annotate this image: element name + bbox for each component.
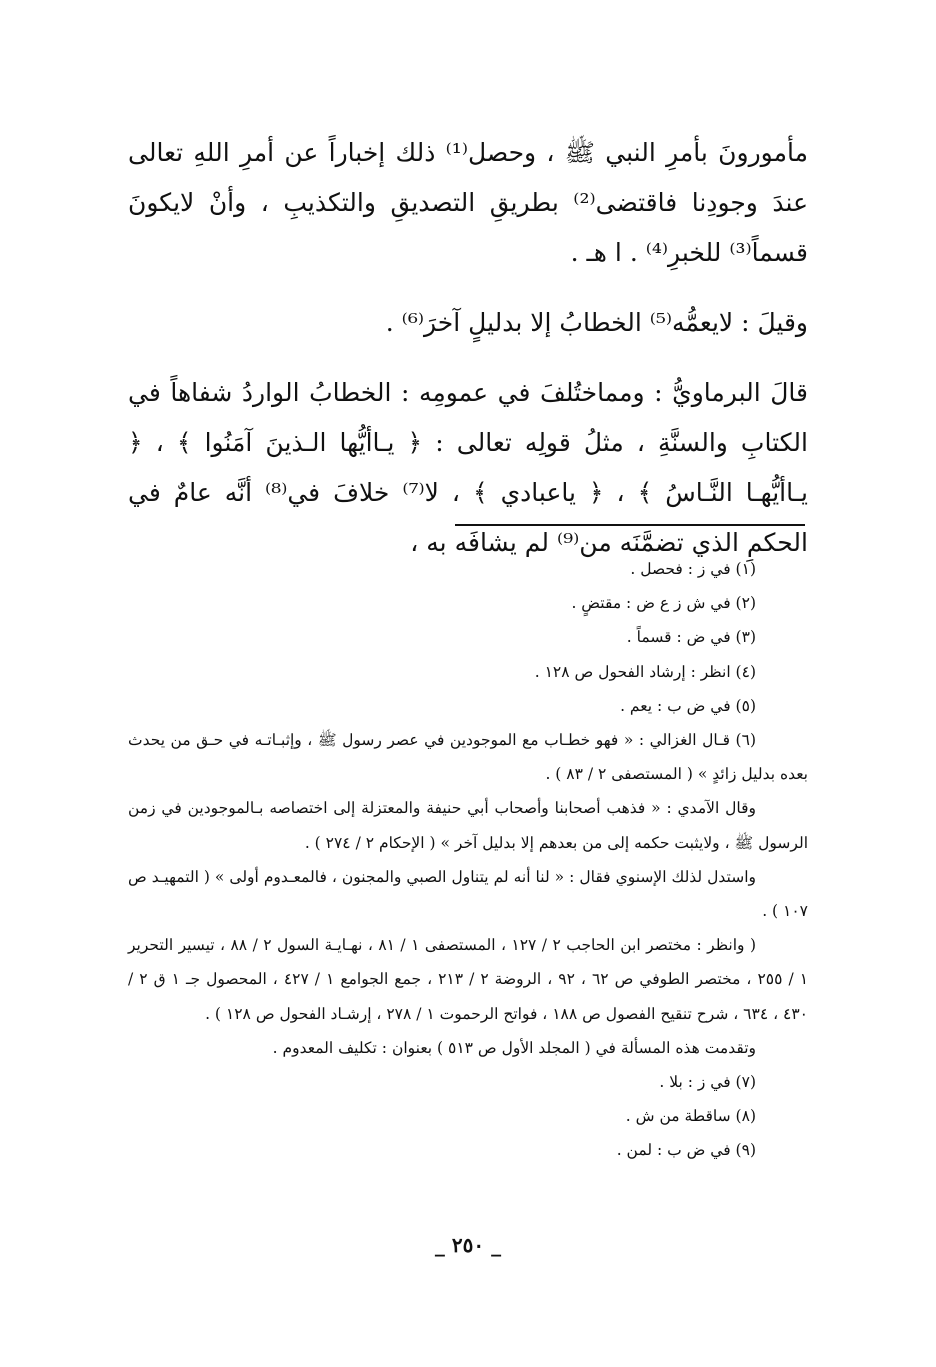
footnote-6-amidi: وقال الآمدي : « فذهب أصحابنا وأصحاب أبي حنيفة والمعتزلة إلى اختصاصه بـالموجودين في زمن الرسول ﷺ ، ولايثبت حكمه إلى من بعدهم إلا بدليل آخر » ( الإحكام ٢ / ٢٧٤ ) . xyxy=(128,799,808,852)
footnote-2: (٢) في ش ز ع ض : مقتضٍ . xyxy=(571,594,756,613)
footnote-4: (٤) انظر : إرشاد الفحول ص ١٢٨ . xyxy=(534,662,756,681)
footnote-6-cross-reference: وتقدمت هذه المسألة في ( المجلد الأول ص ٥١٣ ) بعنوان : تكليف المعدوم . xyxy=(272,1038,756,1057)
footnotes xyxy=(128,552,808,1168)
footnote-9: (٩) في ض ب : لمن . xyxy=(616,1141,756,1160)
main-paragraph-2: وقيلَ : لايعمُّه⁽⁵⁾ الخطابُ إلا بدليلٍ آخرَ⁽⁶⁾ . xyxy=(385,308,808,337)
main-text xyxy=(128,128,808,568)
footnote-5: (٥) في ض ب : يعم . xyxy=(620,696,756,715)
main-paragraph-3: قالَ البرماويُّ : ومماختُلفَ في عمومِه : الخطابُ الواردُ شفاهاً في الكتابِ والسنَّةِ ، مثلُ قولِه تعالى : ﴿ يـاأيُّها الـذينَ آمَنُوا ﴾ ، ﴿ يـاأيُّهـا النَّـاسُ ﴾ ، ﴿ ياعبادي ﴾ ، لا⁽⁷⁾ خلافَ في⁽⁸⁾ أنَّه عامٌ في الحكمِ الذي تضمَّنَه من⁽⁹⁾ لم يشافَه به ، xyxy=(128,378,809,557)
footnote-separator xyxy=(455,524,805,526)
footnote-1: (١) في ز : فحصل . xyxy=(630,560,756,578)
footnote-6: (٦) قـال الغزالي : « فهو خطـاب مع الموجودين في عصر رسول ﷺ ، وإثبـاتـه في حـق من يحدث بعده بدليل زائدٍ » ( المستصفى ٢ / ٨٣ ) . xyxy=(128,731,808,784)
footnote-6-isnawi: واستدل لذلك الإسنوي فقال : « لنا أنه لم يتناول الصبي والمجنون ، فالمعـدوم أولى » ( التمهيـد ص ١٠٧ ) . xyxy=(128,867,808,921)
footnote-7: (٧) في ز : بلا . xyxy=(659,1073,756,1092)
main-paragraph-1: مأمورونَ بأمرِ النبي ﷺ ، وحصل⁽¹⁾ ذلك إخباراً عن أمرِ اللهِ تعالى عندَ وجودِنا فاقتضى⁽²⁾ بطريقِ التصديقِ والتكذيبِ ، وأنْ لايكونَ قسماً⁽³⁾ للخبرِ⁽⁴⁾ . ا هـ . xyxy=(128,138,808,267)
page-number: _ ٢٥٠ _ xyxy=(434,1233,502,1257)
footnote-6-references: ( وانظر : مختصر ابن الحاجب ٢ / ١٢٧ ، المستصفى ١ / ٨١ ، نهـايـة السول ٢ / ٨٨ ، تيسير التحرير ١ / ٢٥٥ ، مختصر الطوفي ص ٦٢ ، ٩٢ ، الروضة ٢ / ٢١٣ ، جمع الجوامع ١ / ٤٢٧ ، المحصول جـ ١ ق ٢ / ٤٣٠ ، ٦٣٤ ، شرح تنقيح الفصول ص ١٨٨ ، فواتح الرحموت ١ / ٢٧٨ ، إرشـاد الفحول ص ١٢٨ ) . xyxy=(128,936,809,1023)
footnote-3: (٣) في ض : قسماً . xyxy=(626,628,756,647)
footnote-8: (٨) ساقطة من ش . xyxy=(625,1107,756,1126)
